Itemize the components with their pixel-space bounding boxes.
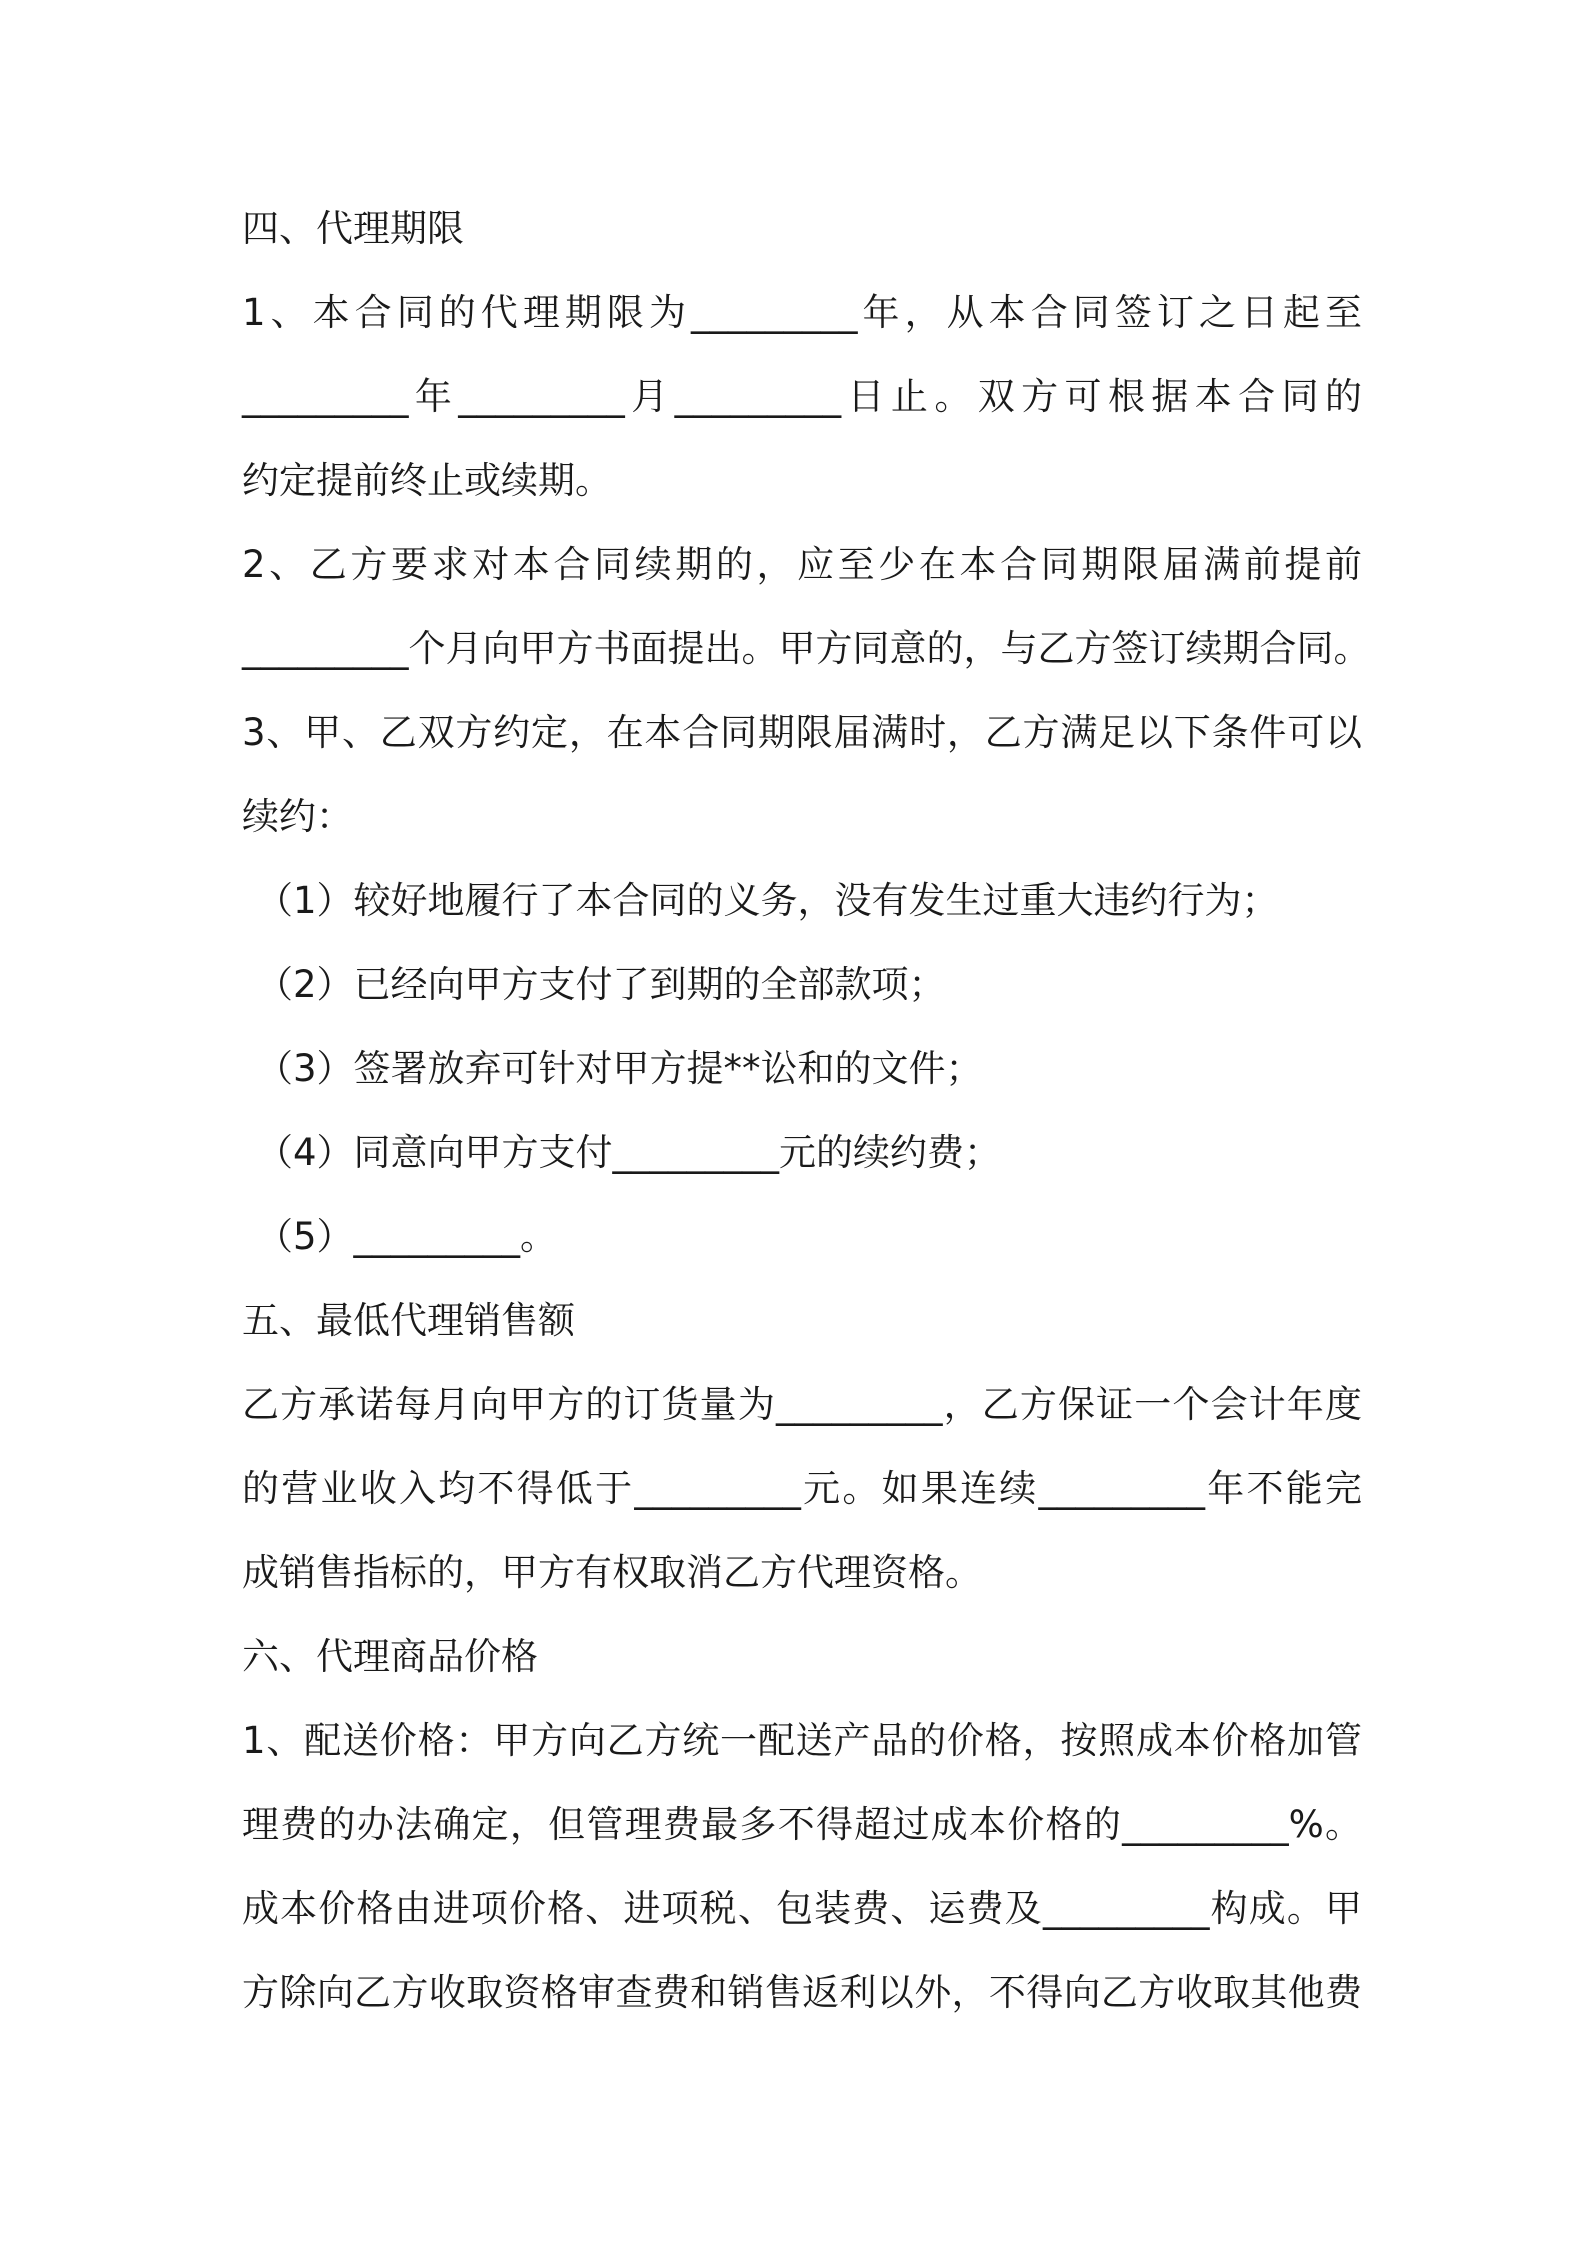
paragraph-line: 方除向乙方收取资格审查费和销售返利以外，不得向乙方收取其他费 <box>242 1971 1362 2014</box>
list-item: （5）_________。 <box>256 1215 558 1258</box>
paragraph-line: 的营业收入均不得低于_________元。如果连续_________年不能完 <box>242 1467 1362 1510</box>
section-heading-product-price: 六、代理商品价格 <box>242 1635 538 1678</box>
list-item: （3）签署放弃可针对甲方提**讼和的文件； <box>256 1047 983 1090</box>
paragraph-line: 续约： <box>242 795 353 838</box>
paragraph-line: 乙方承诺每月向甲方的订货量为_________，乙方保证一个会计年度 <box>242 1383 1362 1426</box>
list-item: （1）较好地履行了本合同的义务，没有发生过重大违约行为； <box>256 879 1279 922</box>
list-item: （4）同意向甲方支付_________元的续约费； <box>256 1131 1002 1174</box>
paragraph-line: _________年_________月_________日止。双方可根据本合同的 <box>242 375 1362 418</box>
section-heading-agency-term: 四、代理期限 <box>242 207 464 250</box>
paragraph-line: 2、乙方要求对本合同续期的，应至少在本合同期限届满前提前 <box>242 543 1362 586</box>
list-item: （2）已经向甲方支付了到期的全部款项； <box>256 963 946 1006</box>
paragraph-line: 约定提前终止或续期。 <box>242 459 612 502</box>
paragraph-line: 1、本合同的代理期限为_________年，从本合同签订之日起至 <box>242 291 1362 334</box>
paragraph-line: 理费的办法确定，但管理费最多不得超过成本价格的_________%。 <box>242 1803 1362 1846</box>
section-heading-minimum-sales: 五、最低代理销售额 <box>242 1299 575 1342</box>
paragraph-line: 1、配送价格：甲方向乙方统一配送产品的价格，按照成本价格加管 <box>242 1719 1362 1762</box>
paragraph-line: 成本价格由进项价格、进项税、包装费、运费及_________构成。甲 <box>242 1887 1362 1930</box>
paragraph-line: _________个月向甲方书面提出。甲方同意的，与乙方签订续期合同。 <box>242 627 1371 670</box>
paragraph-line: 成销售指标的，甲方有权取消乙方代理资格。 <box>242 1551 982 1594</box>
paragraph-line: 3、甲、乙双方约定，在本合同期限届满时，乙方满足以下条件可以 <box>242 711 1362 754</box>
